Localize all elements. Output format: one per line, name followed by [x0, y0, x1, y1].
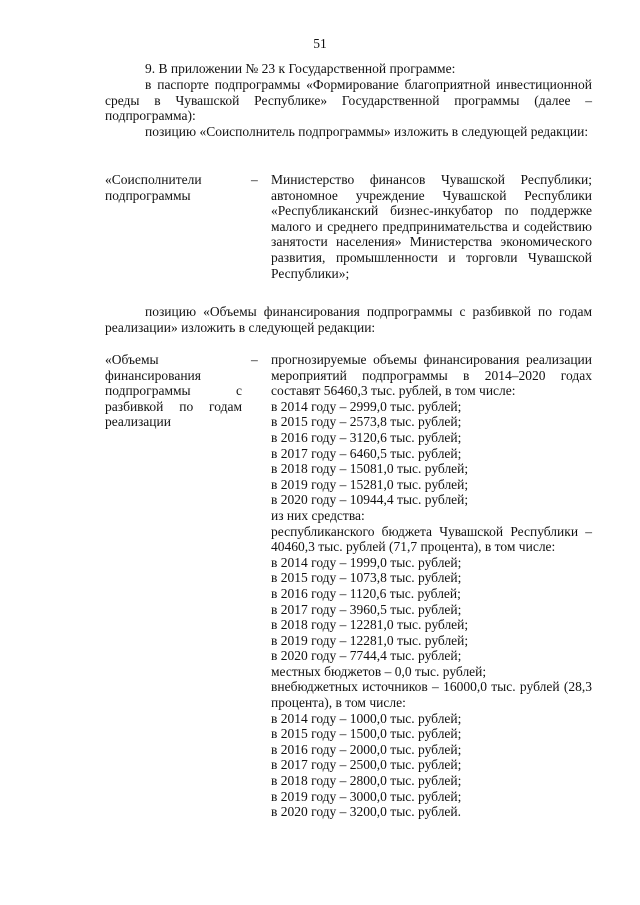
- list-item: в 2018 году – 15081,0 тыс. рублей;: [271, 461, 469, 477]
- from-them-line: из них средства:: [271, 507, 365, 523]
- list-item: в 2015 году – 1073,8 тыс. рублей;: [271, 570, 462, 586]
- list-item: в 2015 году – 1500,0 тыс. рублей;: [271, 726, 462, 742]
- list-item: в 2020 году – 7744,4 тыс. рублей;: [271, 648, 462, 664]
- funding-text: [271, 352, 592, 820]
- list-item: в 2014 году – 2999,0 тыс. рублей;: [271, 398, 462, 414]
- list-item: в 2016 году – 2000,0 тыс. рублей;: [271, 741, 462, 757]
- list-item: в 2020 году – 3200,0 тыс. рублей.: [271, 804, 462, 820]
- list-item: в 2016 году – 1120,6 тыс. рублей;: [271, 585, 461, 601]
- list-item: в 2017 году – 6460,5 тыс. рублей;: [271, 445, 462, 461]
- list-item: в 2016 году – 3120,6 тыс. рублей;: [271, 429, 462, 445]
- list-item: в 2015 году – 2573,8 тыс. рублей;: [271, 414, 462, 430]
- position-coexecutor-paragraph: позицию «Соисполнитель подпрограммы» изложить в следующей редакции:: [145, 124, 589, 139]
- coexecutors-text: Министерство финансов Чувашской Республики; автономное учреждение Чувашской Республики «Республиканский бизнес-инкубатор по поддержке малого и среднего предпринимательства и содействию занятости населения» Министерства экономического развития, промышленности и торговли Чувашской Республики»;: [271, 172, 592, 281]
- page-number: 51: [313, 36, 327, 51]
- coexecutors-label: «Соисполнители подпрограммы: [105, 172, 202, 203]
- list-item: в 2019 году – 12281,0 тыс. рублей;: [271, 632, 469, 648]
- list-item: в 2017 году – 2500,0 тыс. рублей;: [271, 757, 462, 773]
- funding-dash: –: [251, 352, 258, 367]
- funding-label: «Объемы финансирования подпрограммы с разбивкой по годам реализации: [105, 352, 242, 430]
- passport-paragraph: в паспорте подпрограммы «Формирование благоприятной инвестиционной среды в Чувашской Республике» Государственной программы (далее – подпрограмма):: [105, 77, 592, 124]
- list-item: в 2018 году – 2800,0 тыс. рублей;: [271, 773, 462, 789]
- extrabudgetary-line: внебюджетных источников – 16000,0 тыс. рублей (28,3 процента), в том числе:: [271, 679, 592, 711]
- list-item: в 2014 году – 1999,0 тыс. рублей;: [271, 554, 462, 570]
- list-item: в 2019 году – 15281,0 тыс. рублей;: [271, 476, 469, 492]
- list-item: в 2017 году – 3960,5 тыс. рублей;: [271, 601, 462, 617]
- coexecutors-dash: –: [251, 172, 258, 187]
- list-item: в 2020 году – 10944,4 тыс. рублей;: [271, 492, 469, 508]
- funding-intro: прогнозируемые объемы финансирования реализации мероприятий подпрограммы в 2014–2020 годах составят 56460,3 тыс. рублей, в том числе:: [271, 352, 592, 399]
- republic-years-list: [271, 555, 592, 664]
- list-item: в 2019 году – 3000,0 тыс. рублей;: [271, 788, 462, 804]
- position-funding-paragraph: позицию «Объемы финансирования подпрограммы с разбивкой по годам реализации» изложить в следующей редакции:: [105, 304, 592, 335]
- republic-budget-line: республиканского бюджета Чувашской Республики – 40460,3 тыс. рублей (71,7 процента), в том числе:: [271, 523, 592, 555]
- local-budget-line: местных бюджетов – 0,0 тыс. рублей;: [271, 663, 487, 679]
- list-item: в 2018 году – 12281,0 тыс. рублей;: [271, 617, 469, 633]
- item-heading: 9. В приложении № 23 к Государственной программе:: [145, 61, 456, 76]
- total-years-list: [271, 399, 592, 508]
- extrabudgetary-years-list: [271, 711, 592, 820]
- list-item: в 2014 году – 1000,0 тыс. рублей;: [271, 710, 462, 726]
